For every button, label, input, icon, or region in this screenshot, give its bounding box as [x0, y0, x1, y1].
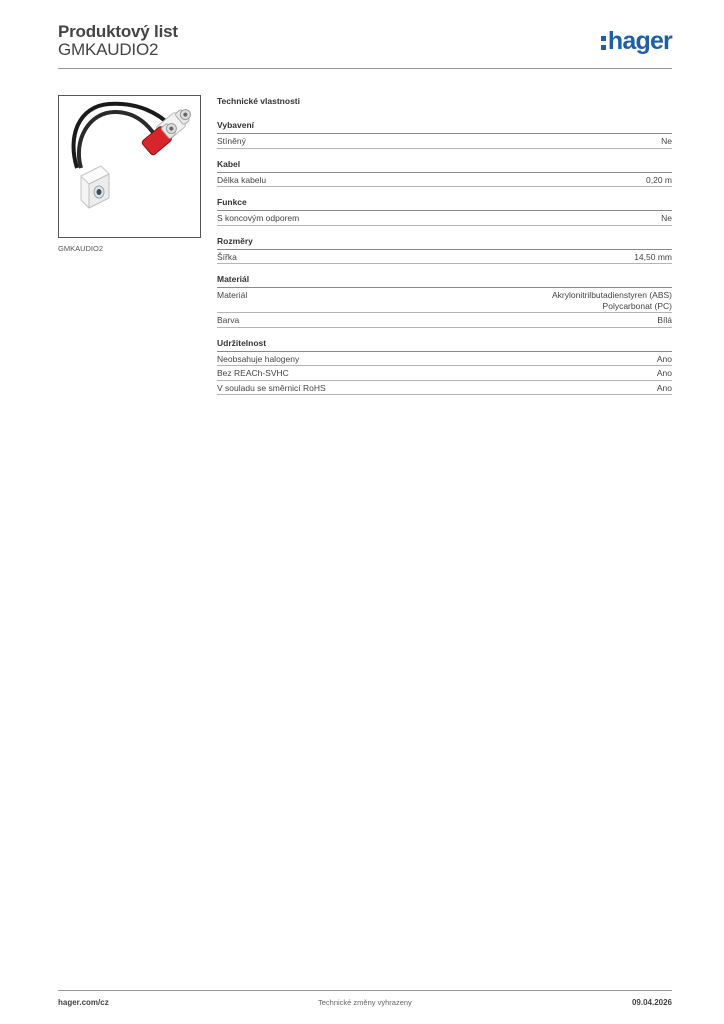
hager-logo[interactable]	[601, 28, 672, 54]
logo-colon-icon	[601, 36, 606, 50]
spec-label: S koncovým odporem	[217, 213, 300, 223]
section-heading: Materiál	[217, 274, 672, 288]
spec-value-line: Akrylonitrilbutadienstyren (ABS)	[552, 290, 672, 300]
spec-label: Materiál	[217, 290, 248, 300]
section-heading: Kabel	[217, 159, 672, 173]
spec-label: Šířka	[217, 251, 237, 262]
spec-row	[217, 211, 672, 226]
spec-value: Ano	[656, 353, 672, 364]
spec-value	[552, 290, 672, 311]
footer-date: 09.04.2026	[631, 998, 672, 1007]
section-rozmery	[217, 236, 672, 265]
spec-row	[217, 250, 672, 265]
spec-label: Délka kabelu	[217, 174, 267, 185]
spec-value-line: Polycarbonat (PC)	[602, 300, 672, 311]
spec-label: Stíněný	[217, 136, 246, 146]
spec-value: Ne	[661, 213, 672, 223]
section-heading: Rozměry	[217, 236, 672, 250]
spec-row	[217, 366, 672, 381]
page-header	[58, 22, 672, 69]
footer-notice: Technické změny vyhrazeny	[318, 998, 412, 1007]
spec-value: Ano	[656, 368, 672, 378]
spec-value: Bílá	[657, 315, 672, 325]
section-funkce	[217, 197, 672, 226]
footer-divider	[58, 990, 672, 991]
spec-row	[217, 288, 672, 313]
spec-label: Neobsahuje halogeny	[217, 353, 300, 364]
spec-value: Ano	[656, 382, 672, 393]
spec-value: 0,20 m	[646, 174, 672, 185]
footer-website-link[interactable]: hager.com/cz	[58, 998, 109, 1007]
spec-row	[217, 313, 672, 328]
specs-title: Technické vlastnosti	[217, 96, 300, 106]
section-kabel	[217, 159, 672, 188]
spec-row	[217, 352, 672, 367]
product-code: GMKAUDIO2	[58, 40, 159, 59]
spec-row	[217, 134, 672, 149]
spec-row	[217, 173, 672, 188]
section-udrzitelnost	[217, 338, 672, 396]
audio-cable-keystone-image	[59, 96, 200, 237]
section-material	[217, 274, 672, 328]
spec-label: Barva	[217, 315, 240, 325]
logo-text: hager	[607, 27, 672, 55]
section-vybaveni	[217, 120, 672, 149]
spec-value: Ne	[661, 136, 672, 146]
section-heading: Vybavení	[217, 120, 672, 134]
spec-label: Bez REACh-SVHC	[217, 368, 289, 378]
spec-label: V souladu se směrnicí RoHS	[217, 382, 326, 393]
product-image	[58, 95, 201, 238]
document-title: Produktový list	[58, 22, 178, 41]
spec-row	[217, 381, 672, 396]
technical-specs	[217, 96, 672, 395]
header-divider	[58, 68, 672, 69]
section-heading: Funkce	[217, 197, 672, 211]
image-caption: GMKAUDIO2	[58, 244, 104, 253]
section-heading: Udržitelnost	[217, 338, 672, 352]
spec-value: 14,50 mm	[634, 251, 672, 262]
